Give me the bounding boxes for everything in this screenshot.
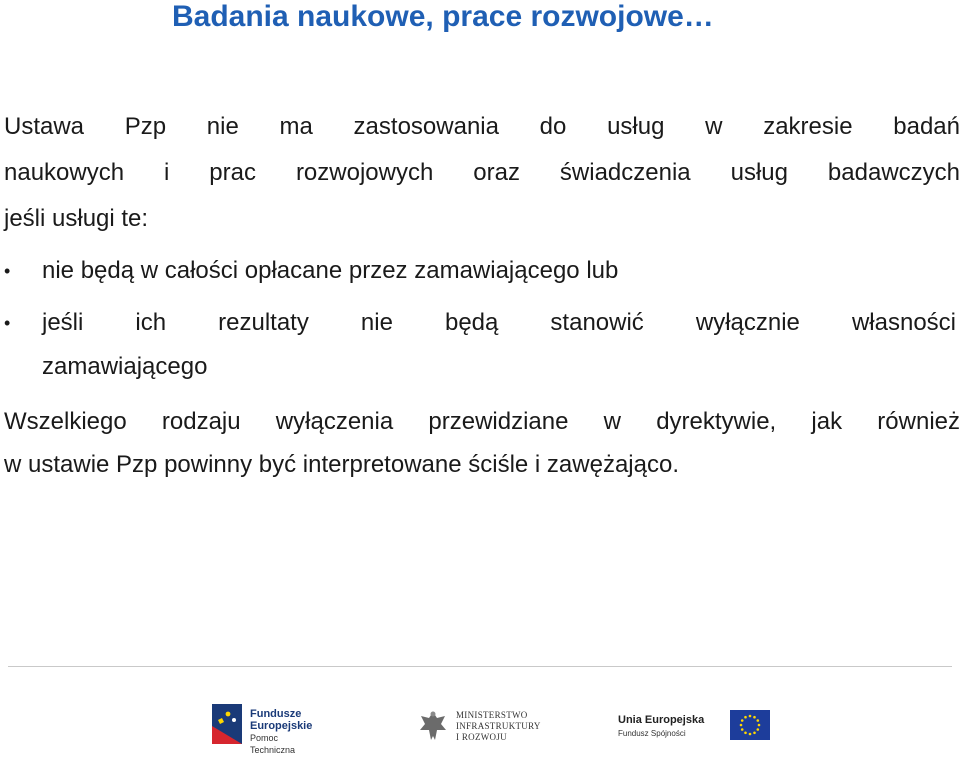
fundusze-europejskie-logo [212,700,322,756]
bullet-icon: • [4,313,11,333]
fe-line3: Pomoc Techniczna [250,733,296,755]
bullet-icon: • [4,261,11,281]
bullet-item [0,249,956,293]
intro-line: naukowych i prac rozwojowych oraz świadczenia usług badawczych [4,159,960,186]
bullet-item [0,301,956,389]
intro-paragraph [4,104,960,242]
eu-text [618,714,704,740]
slide-title: Badania naukowe, prace rozwojowe… [172,0,714,33]
mi-line3: I ROZWOJU [456,732,507,742]
fundusze-europejskie-text [250,708,322,756]
intro-line: Ustawa Pzp nie ma zastosowania do usług w zakresie badań [4,113,960,140]
bullet-list [0,249,960,389]
fe-line1: Fundusze [250,708,302,720]
intro-line: jeśli usługi te: [4,205,149,232]
closing-paragraph [4,400,960,486]
fe-line2: Europejskie [250,720,313,732]
eu-logo [614,710,774,750]
eu-flag-icon [730,710,770,740]
footer-divider [8,666,952,667]
bullet-line: zamawiającego [42,353,208,380]
ministry-text [456,710,541,743]
bullet-line: jeśli ich rezultaty nie będą stanowić wyłącznie własności [42,309,956,336]
fundusze-europejskie-icon [212,700,244,748]
eu-line2: Fundusz Spójności [618,729,686,738]
mi-line1: MINISTERSTWO [456,710,528,720]
bullet-line: nie będą w całości opłacane przez zamawiającego lub [42,257,619,284]
mi-line2: INFRASTRUKTURY [456,721,541,731]
closing-line: Wszelkiego rodzaju wyłączenia przewidziane w dyrektywie, jak również [4,408,960,435]
eu-line1: Unia Europejska [618,714,705,726]
eagle-emblem-icon [418,708,448,744]
closing-line: w ustawie Pzp powinny być interpretowane ściśle i zawężająco. [4,451,679,478]
ministry-logo [418,708,548,748]
footer-logos [0,690,960,770]
